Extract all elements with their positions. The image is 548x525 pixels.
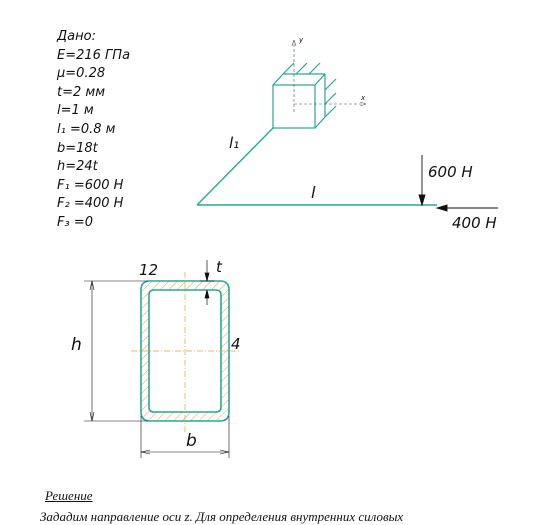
axis-x-label: x: [361, 94, 366, 102]
given-line-e: E=216 ГПа: [57, 47, 131, 63]
given-line-b: b=18t: [57, 140, 98, 156]
given-line-h: h=24t: [57, 159, 98, 175]
label-l: l: [311, 183, 316, 202]
label-4: 4: [231, 335, 241, 353]
axes: [292, 40, 366, 112]
label-l1: l₁: [229, 134, 240, 152]
loading-scheme: [0, 0, 548, 250]
solution-paragraph: Зададим направление оси z. Для определения внутренних силовых: [40, 509, 404, 524]
solution-heading: Решение: [45, 488, 93, 503]
cross-section: [0, 250, 548, 480]
given-title: Дано:: [57, 29, 96, 44]
given-line-t: t=2 мм: [57, 84, 106, 100]
dimension-h: [84, 281, 148, 421]
force-horizontal-arrow: [437, 205, 498, 211]
given-line-l1: l₁ =0.8 м: [57, 121, 116, 137]
axis-y-label: y: [299, 36, 304, 44]
force-vertical-label: 600 Н: [428, 163, 473, 181]
support-block: [273, 63, 336, 128]
given-line-mu: μ=0.28: [57, 66, 106, 82]
label-h: h: [71, 335, 82, 355]
given-line-f1: F₁ =600 Н: [57, 177, 124, 193]
force-vertical-arrow: [419, 155, 425, 205]
force-horizontal-label: 400 Н: [452, 214, 497, 232]
label-t: t: [216, 258, 222, 276]
given-line-l: l=1 м: [57, 103, 94, 119]
label-12: 12: [139, 261, 159, 279]
label-b: b: [186, 431, 197, 451]
given-line-f3: F₃ =0: [57, 214, 93, 230]
dimension-b: [141, 416, 229, 458]
given-line-f2: F₂ =400 Н: [57, 196, 124, 212]
